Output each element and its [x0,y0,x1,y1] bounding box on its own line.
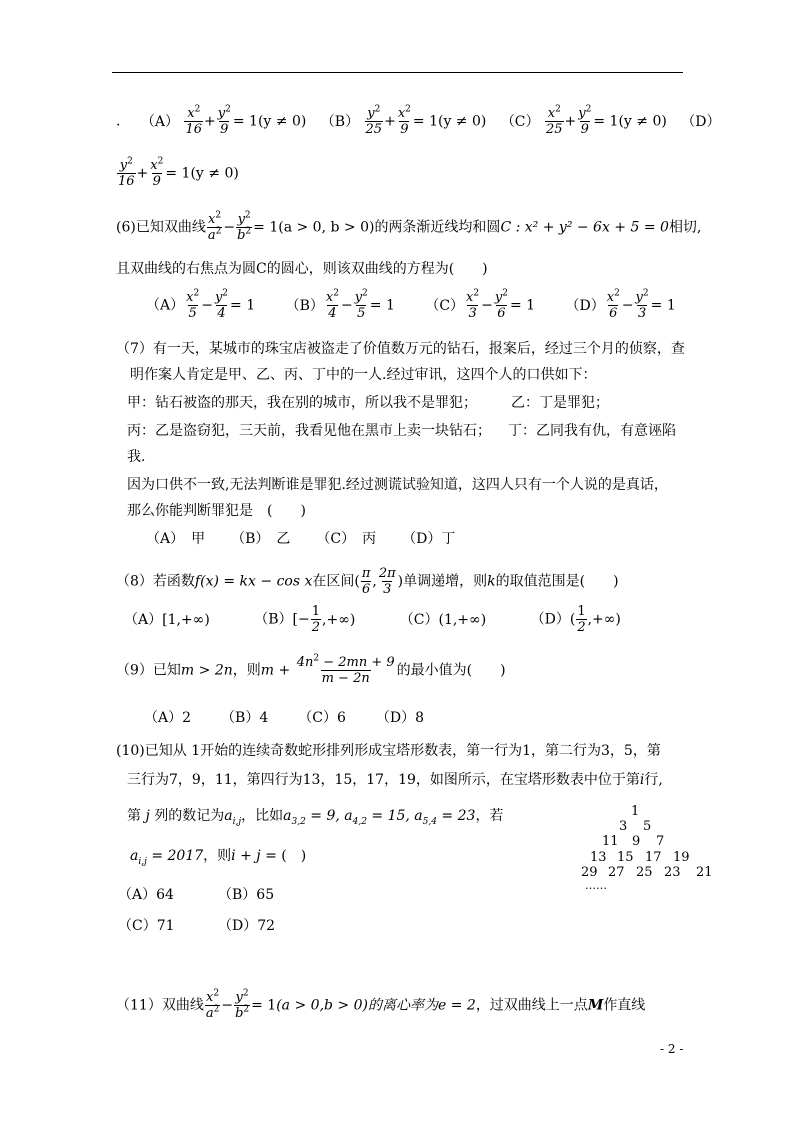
pyramid-cell: 9 [632,834,641,849]
pyramid-cell: 3 [619,819,628,834]
q6-circle: C : x² + y² − 6x + 5 = 0 [500,219,669,236]
pyramid-cell: 11 [602,834,619,849]
q11-ecc: e = 2 [437,997,476,1014]
q8-opt-b: （B）[− [254,611,310,628]
q8-opt-d-end: ,+∞) [587,611,621,628]
q9-text-b: ，则 [232,662,261,679]
q10-opt-b: （B）65 [218,887,275,903]
q7-line1: （7）有一天，某城市的珠宝店被盗走了价值数万元的钻石，报案后，经过三个月的侦察，查 [116,341,685,357]
q5-frac: $\frac{x^2}{16}$ [185,104,203,137]
q5-cond: = 1(y ≠ 0) [165,165,239,182]
pyramid-cell: 5 [643,819,652,834]
q9-opt-c: （C）6 [298,710,346,726]
q5-opt-b-label: （B） [320,113,360,130]
q7-opt-c: （C） 丙 [316,531,377,547]
q10-line3-d: ，若 [475,808,504,824]
q10-line3-c: ，比如 [241,808,284,824]
pyramid-cell: 15 [617,850,634,865]
q7-ding: 丁：乙同我有仇，有意诬陷 [508,423,676,439]
q10-line3: 第 j 列的数记为$a_{i,j}$，比如$a_{3,2} = 9$, $a_{4,2} = 15$, $a_{5,4} = 23$，若 [127,808,504,827]
q8-text-c: 单调递增，则 [403,573,488,590]
q11-text-b: = 1 [251,997,277,1014]
q6-line2: 且双曲线的右焦点为圆C的圆心，则该双曲线的方程为( ) [116,261,488,277]
q7-opt-b: （B） 乙 [231,531,291,547]
q10-line4-b: ，则 [203,848,232,864]
q7-line7: 那么你能判断罪犯是 ( ) [127,503,306,519]
q5-opt-c-label: （C） [500,113,540,130]
q7-bing: 丙：乙是盗窃犯，三天前，我看见他在黑市上卖一块钻石； [127,423,491,439]
q7-opt-a: （A） 甲 [146,531,206,547]
q6-options: （A） $\frac{x^2}{5}$ − $\frac{y^2}{4}$ = 1 （B） $\frac{x^2}{4}$ − $\frac{y^2}{5}$ = 1 （C） $\frac{x^2}{3}$ − $\frac{y^2}{6}$ = 1 （D） $\frac{x^2}{6}$ − $\frac{y^2}{3}$ = 1 [146,288,676,321]
pyramid-cell: 17 [645,850,662,865]
q8-opt-a: （A）[1,+∞) [124,611,210,628]
pyramid-cell: 27 [608,865,625,880]
q9-text-a: （9）已知 [116,662,181,679]
q10-line1: (10)已知从 1开始的连续奇数蛇形排列形成宝塔形数表，第一行为1，第二行为3，5，第 [116,743,661,759]
q6-opt-d: （D） [565,297,605,314]
q7-line2: 明作案人肯定是甲、乙、丙、丁中的一人.经过审讯，这四个人的口供如下： [130,367,597,383]
q6-text-b: = 1(a > 0, b > 0)的两条渐近线均和圆 [253,219,501,236]
q9-opt-d: （D）8 [375,710,424,726]
q6-opt-a: （A） [146,297,185,314]
q9-text-c: 的最小值为( ) [396,662,506,679]
q10-line3-b: 列的数记为 [154,808,225,824]
q6-eq: = 1 [369,297,395,314]
q10-line4-c: = ( ) [265,848,307,864]
pyramid-cell: 19 [673,850,690,865]
q10-line4: $a_{i,j} = 2017$，则i + j = ( ) [130,848,307,867]
q8-options: （A）[1,+∞) （B）[− $\frac{1}{2}$ ,+∞) （C）(1,+∞) （D）( $\frac{1}{2}$ ,+∞) [124,604,621,635]
q9-cond: m > 2n [180,662,233,679]
q9-options [144,707,424,727]
header-rule [112,72,683,73]
q7-line6: 因为口供不一致,无法判断谁是罪犯.经过测谎试验知道，这四人只有一个人说的是真话， [127,477,668,493]
q11-point-m: M [587,997,604,1014]
q11-text-d: ，过双曲线上一点 [475,997,588,1014]
q8-text-d: 的取值范围是( ) [495,573,619,590]
q8-text-a: （8）若函数 [116,573,195,590]
q7-opt-d: （D）丁 [402,531,456,547]
q5-cond: = 1(y ≠ 0) [412,113,487,130]
pyramid-ellipsis: …… [585,879,607,892]
q8-opt-c: （C）(1,+∞) [399,611,487,628]
q8-line: （8）若函数f(x) = kx − cos x在区间( $\frac{\pi}{6}$ , $\frac{2\pi}{3}$ )单调递增，则k的取值范围是( ) [116,566,619,597]
q9-opt-b: （B）4 [221,710,269,726]
q9-line: （9）已知m > 2n，则m + $\frac{4n^2 - 2mn + 9}{m - 2n}$ 的最小值为( ) [116,653,506,686]
q5-opt-a-label: （A） [140,113,180,130]
pyramid-cell: 25 [636,865,653,880]
q10-line3-a: 第 [127,808,141,824]
q6-text-c: 相切, [668,219,702,236]
pyramid-cell: 7 [656,834,665,849]
q7-yi: 乙：丁是罪犯； [511,395,609,411]
pyramid-cell: 1 [631,804,640,819]
q11-line: （11）双曲线 $\frac{x^2}{a^2}$ − $\frac{y^2}{b^2}$ = 1(a > 0,b > 0)的离心率为e = 2，过双曲线上一点M作直线 [116,988,646,1021]
q5-opt-d-label: （D） [681,113,721,130]
q8-k: k [487,573,496,590]
pyramid-cell: 13 [590,850,607,865]
pyramid-cell: 21 [696,865,713,880]
q8-text-b: 在区间 [312,573,355,590]
pyramid-cell: 29 [581,865,598,880]
q5-cond: = 1(y ≠ 0) [232,113,307,130]
q6-opt-b: （B） [285,297,324,314]
q10-line2-text: 三行为7，9，11，第四行为13，15，17，19，如图所示，在宝塔形数表中位于第 [127,772,640,788]
q7-ding2: 我. [127,449,146,465]
page-number: - 2 - [660,1042,684,1056]
q11-text-c: (a > 0,b > 0)的离心率为 [276,997,438,1014]
q9-opt-a: （A）2 [144,710,192,726]
q6-eq: = 1 [650,297,676,314]
q5-cond: = 1(y ≠ 0) [593,113,667,130]
q11-text-a: （11）双曲线 [116,997,204,1014]
q8-func: f(x) = kx − cos x [194,573,313,590]
q8-opt-b-end: ,+∞) [322,611,356,628]
q5-line: . （A） $\frac{x^2}{16}$ + $\frac{y^2}{9}$ = 1(y ≠ 0) （B） $\frac{y^2}{25}$ + $\frac{x^2}{9}$ = 1(y ≠ 0) （C） $\frac{x^2}{25}$ + $\frac{y^2}{9}$ = 1(y ≠ 0) （D） [116,104,721,137]
q10-opt-a: （A）64 [118,887,174,903]
q10-line2-end: 行, [644,772,663,788]
pyramid-cell: 23 [664,865,681,880]
q10-line2: 三行为7，9，11，第四行为13，15，17，19，如图所示，在宝塔形数表中位于第i行, [127,772,663,788]
q6-eq: = 1 [509,297,536,314]
q8-opt-d: （D）( [530,611,576,628]
q6-line1: (6)已知双曲线 $\frac{x^2}{a^2}$ − $\frac{y^2}{b^2}$ = 1(a > 0, b > 0)的两条渐近线均和圆C : x² + y² − 6x + 5 = 0相切, [116,210,702,243]
q6-opt-c: （C） [425,297,465,314]
q11-text-f: 作直线 [603,997,646,1014]
q5-line2: $\frac{y^2}{16}$ + $\frac{x^2}{9}$ = 1(y ≠ 0) [118,156,239,189]
q7-options [146,528,455,548]
q5-lead: . [116,113,121,130]
q7-jia: 甲：钻石被盗的那天，我在别的城市，所以我不是罪犯； [127,395,477,411]
q6-eq: = 1 [230,297,256,314]
q6-text-a: (6)已知双曲线 [116,219,206,236]
q10-opt-c: （C）71 [118,918,175,934]
q10-opt-d: （D）72 [218,918,276,934]
